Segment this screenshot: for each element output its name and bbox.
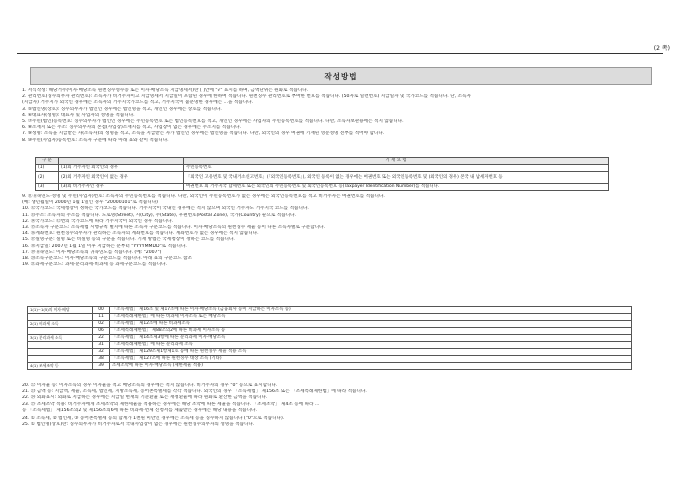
table-cell: 06 bbox=[93, 328, 110, 335]
table-row bbox=[36, 172, 609, 184]
table-cell: 3(1) 분리과세 소득 bbox=[28, 335, 93, 342]
table-header bbox=[59, 158, 184, 165]
table-cell: 22 bbox=[93, 335, 110, 342]
table-cell bbox=[28, 314, 93, 321]
table-cell: 「조세특례제한법」에 따른 비과세 이자소득 또는 배당소득 bbox=[110, 314, 632, 321]
top-divider bbox=[17, 53, 663, 54]
table-row bbox=[28, 307, 632, 314]
table-cell bbox=[28, 342, 93, 349]
text-line: 23. ㉕ 조세조약 적용: 비거주자에게 조세조약의 제한세율을 적용하는 경우에는 해당 조약에 따른 세율을 적습니다. 「조세조약」 제4조 등에 따라 ... bbox=[22, 401, 320, 407]
table-header-row bbox=[36, 158, 609, 165]
text-line: 6. ⑧소재지 또는 주소: 징수의무자의 본점(사업장)소재지를 적고, 사업장이 없는 경우에는 주소지를 적습니다. bbox=[22, 125, 241, 131]
text-line: 7. ⑨성명: 소득을 지급받는 자(소득자)의 성명을 적고, 소득을 지급받는 자가 법인인 경우에는 법인명을 적습니다. 다만, 외국인의 경우 여권에 기재된 영문성명 전부를 적어야 합니다. bbox=[22, 131, 385, 137]
text-line: 9. ⑪귀속연도·성명 및 주민(사업자)번호: 소득자의 주민등록번호를 적습니다. 다만, 외국인이 주민등록번호가 없는 경우에는 외국인등록번호를 적고 비거주자는 여권번호를 적습니다. bbox=[22, 194, 385, 199]
text-line: 21. ㉓ 금액 등: 지급액, 세율, 소득세, 법인세, 지방소득세, 농어촌특별세를 각각 적습니다. 외국인의 경우 「소득세법」 제156조 또는 「조세특례제한법」에 따라 적습니다. bbox=[22, 389, 367, 395]
table-row bbox=[28, 314, 632, 321]
text-line: 12. ⑭국가코드: ⑫번의 국가코드에 따라 거주지국이 외국인 경우 적습니다. bbox=[22, 218, 173, 224]
text-line: (예: 생년월일이 2000년 1월 1일인 경우 "20000101"로 적습니다) bbox=[22, 200, 158, 206]
table-cell: (1)외 거주자인 외국인의 경우 bbox=[59, 165, 184, 172]
text-line: 등 「소득세법」 제156조의2 및 제156조의6에 따른 비과세·면제 신청서를 제출받은 경우에는 해당 내용을 적습니다. bbox=[22, 407, 257, 413]
table-cell: 02 bbox=[93, 321, 110, 328]
table-cell: 31 bbox=[93, 342, 110, 349]
table-cell: 「조세특례제한법」에 따른 분리과세 소득 bbox=[110, 342, 632, 349]
text-line: 2. 관리번호(징수의무자 관리번호): 소득자가 비거주자이고 지급명세서 지급일이 포함된 경우에 한하여 적습니다. 원천징수 관리번호로 부여한 번호를 적습니다. (50자로 일련번호) 지급일자 및 국가코드를 적습니다. 단, 소득자 bbox=[22, 94, 471, 100]
table-cell: 39 bbox=[93, 363, 110, 370]
table-row bbox=[28, 363, 632, 370]
table-cell: (3) bbox=[36, 184, 59, 191]
table-cell bbox=[28, 349, 93, 356]
resident-id-table bbox=[35, 157, 609, 191]
text-line: 1. 서식작성: 해당거주(이자·배당소득 원천징수영수증 또는 이자·배당소득 지급명세서)란 [ ]안에 "√" 표시를 하며, 금액단위는 원화로 적습니다. bbox=[22, 88, 309, 93]
table-cell: 「소득세법」 제16조 및 제17조에 따른 이자·배당소득 (금융회사 등이 지급하는 이자소득 등) bbox=[110, 307, 632, 314]
text-line: 18. ⑳소득구분코드: 이자·배당소득의 구분코드를 적습니다. 아래 표의 구분코드 참조 bbox=[22, 256, 193, 262]
table-cell: (2) bbox=[36, 172, 59, 184]
table-row bbox=[28, 335, 632, 342]
table-cell: 「소득세법」 제12조에 따른 비과세소득 bbox=[110, 321, 632, 328]
table-cell: 4(1) 조세조약 등 bbox=[28, 363, 93, 370]
table-cell: 「소득세법」 제14조제3항에 따른 분리과세 이자·배당소득 bbox=[110, 335, 632, 342]
closing-text bbox=[22, 383, 664, 428]
text-line: 13. ⑮소득자 구분코드: 소득세법 시행규칙 별지에 따른 소득자 구분코드를 적습니다. 이자·배당소득의 원천징수 세율 등이 다른 소득자별로 구분합니다. bbox=[22, 225, 326, 231]
table-row bbox=[28, 321, 632, 328]
text-line: 16. ⑱지급일: 2007년 1월 1일 이후 지급하는 분부터 "YYYYMMDD"로 적습니다. bbox=[22, 243, 187, 249]
table-cell: 「소득세법」 제127조에 따른 원천징수 대상 소득 (기타) bbox=[110, 356, 632, 363]
table-cell bbox=[28, 328, 93, 335]
table-row bbox=[36, 165, 609, 172]
table-cell: 1(1)~1(5)의 이자·배당 bbox=[28, 307, 93, 314]
text-line: 15. ⑰실명구분: 실명 또는 비실명 등의 구분을 적습니다. 기재 방법은 국세청장이 정하는 코드를 적습니다. bbox=[22, 237, 235, 243]
text-line: 20. ㉒ 이자율 등: 이자소득의 경우 이자율을 적고 배당소득의 경우에는 적지 않습니다. 비거주자의 경우 "0" 등으로 표시합니다. bbox=[22, 383, 278, 388]
intro-text bbox=[22, 88, 664, 144]
section-title bbox=[30, 67, 652, 85]
text-line: 11. ⑬주소: 소득자의 주소를 적습니다. 도로명(Street), 시(City), 주(State), 우편번호(Postal Zone), 국가(Country) 순으로 적습니다. bbox=[22, 212, 296, 218]
table-header: 기 재 요 령 bbox=[184, 158, 609, 165]
table-cell: 2(1) 비과세 소득 bbox=[28, 321, 93, 328]
text-line: 3. ⑤법인명(상호): 징수의무자가 법인인 경우에는 법인명을 적고, 개인인 경우에는 상호를 적습니다. bbox=[22, 106, 222, 112]
table-cell: (1) bbox=[36, 165, 59, 172]
table-cell: 「소득세법」 제129조제1항제1호 등에 따른 원천징수 세율 적용 소득 bbox=[110, 349, 632, 356]
table-cell: 조세조약에 따른 이자·배당소득 (제한세율 적용) bbox=[110, 363, 632, 370]
section-title-text: 작성방법 bbox=[324, 71, 358, 81]
table-row bbox=[28, 328, 632, 335]
table-row bbox=[28, 349, 632, 356]
body-text bbox=[22, 194, 664, 268]
text-line: 5. ⑦주민(법인)등록번호: 징수의무자가 법인인 경우에는 주민등록번호 또는 법인등록번호를 적고, 개인인 경우에는 사업자의 주민등록번호를 적습니다. 다만, 소득자보관용에는 적지 않습니다. bbox=[22, 119, 404, 125]
table-cell: 00 bbox=[93, 307, 110, 314]
table-header: 구 분 bbox=[36, 158, 59, 165]
page-number: (2 쪽) bbox=[653, 45, 670, 52]
text-line: 25. ① 법인명(상호)란: 징수의무자가 비거주자로서 국내사업장이 없는 경우에는 원천징수의무자의 성명을 적습니다. bbox=[22, 422, 255, 428]
text-line: 4. ⑥대표자(성명): 대표자 및 사업자의 성명을 적습니다. bbox=[22, 112, 135, 118]
text-line: 10. ⑫국가코드: 국세청장이 정하는 국가코드를 적습니다. 거주지국이 국내인 경우에는 적지 않으며 외국인 거주자도 거주지국 코드를 적습니다. bbox=[22, 206, 309, 212]
table-cell: 「외국인 고유번호 및 국내거소신고번호」(「외국인등록번호」), 외국인 등록이 없는 경우에는 여권번호 또는 외국인등록번호 및 (외국인의 경우) 본국 내 납세자번호 등 bbox=[184, 172, 609, 184]
table-cell bbox=[28, 356, 93, 363]
table-row bbox=[28, 342, 632, 349]
table-cell: 38 bbox=[93, 356, 110, 363]
income-code-table bbox=[27, 306, 632, 370]
table-cell: (3)외 비거주자인 경우 bbox=[59, 184, 184, 191]
text-line: 19. ㉑과세구분코드: 과세·분리과세·비과세 등 과세구분코드를 적습니다. bbox=[22, 262, 167, 268]
table-row bbox=[28, 356, 632, 363]
table-cell: 「조세특례제한법」 제88조의2에 따른 비과세 이자소득 등 bbox=[110, 328, 632, 335]
text-line: (지급자) 거주지가 외국인 경우에는 소득자의 거주지국가코드를 적고, 거주지국이 불분명한 경우에는 ...을 적습니다. bbox=[22, 100, 254, 106]
table-cell: 주민등록번호 bbox=[184, 165, 609, 172]
text-line: 8. ⑩주민(사업자)등록번호: 소득자 구분에 따라 아래 표와 같이 적습니다. bbox=[22, 137, 169, 143]
text-line: 24. ① 소득세, ② 법인세, ③ 농어촌특별세 등의 합계가 1천원 미만인 경우에는 소득세 등을 징수하지 않습니다 ("0"으로 적습니다). bbox=[22, 416, 285, 422]
text-line: 17. ⑲귀속연도: 이자·배당소득의 귀속연도를 적습니다. (예: "2007") bbox=[22, 249, 162, 255]
table-cell: (2)외 거주자인 외국인이 없는 경우 bbox=[59, 172, 184, 184]
text-line: 14. ⑯계좌번호: 원천징수의무자가 관리하는 소득자의 계좌번호를 적습니다. 계좌번호가 없는 경우에는 적지 않습니다. bbox=[22, 231, 259, 237]
table-cell: 11 bbox=[93, 314, 110, 321]
table-row bbox=[36, 184, 609, 191]
table-cell: 여권번호 외 거주지국 납세번호 또는 외국인의 주민등록번호 및 외국인등록번호 등(Taxpayer Identification Number)를 적습니다. bbox=[184, 184, 609, 191]
text-line: 22. ㉔ 외화표시: 외화로 지급하는 경우에는 지급일 현재의 기준환율 또는 재정환율에 따라 원화로 환산한 금액을 적습니다. bbox=[22, 395, 268, 401]
table-cell: 32 bbox=[93, 349, 110, 356]
